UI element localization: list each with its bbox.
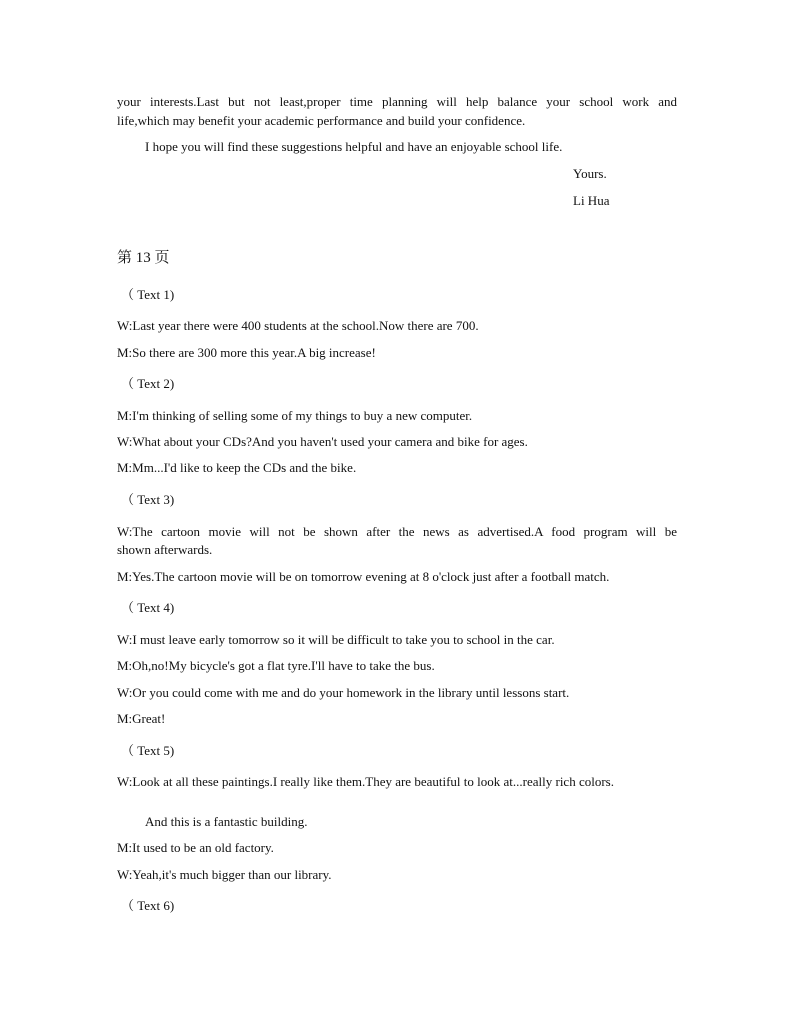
dialogue-line: M:Yes.The cartoon movie will be on tomorrow evening at 8 o'clock just after a football match. [117,569,610,584]
letter-signature: Li Hua [573,193,610,208]
dialogue-line: W:Yeah,it's much bigger than our library. [117,867,332,882]
dialogue-line: M:Oh,no!My bicycle's got a flat tyre.I'll have to take the bus. [117,658,435,673]
dialogue-line: shown afterwards. [117,542,213,557]
dialogue-line: M:So there are 300 more this year.A big increase! [117,345,376,360]
text-label: （ Text 4) [121,600,175,615]
text-label: （ Text 3) [121,492,175,507]
dialogue-line: W:Look at all these paintings.I really like them.They are beautiful to look at...really rich colors. [117,774,614,789]
text-label: （ Text 1) [121,287,175,302]
dialogue-line: W:Or you could come with me and do your homework in the library until lessons start. [117,685,570,700]
dialogue-line: M:It used to be an old factory. [117,840,274,855]
letter-paragraph-line: your interests.Last but not least,proper time planning will help balance your school work and [117,94,677,109]
page-heading: 第 13 页 [117,250,170,266]
letter-closing-paragraph: I hope you will find these suggestions helpful and have an enjoyable school life. [145,139,563,154]
dialogue-line: M:Mm...I'd like to keep the CDs and the bike. [117,460,357,475]
letter-closing: Yours. [573,166,607,181]
text-label: （ Text 6) [121,898,175,913]
dialogue-line: M:Great! [117,711,166,726]
dialogue-line: W:I must leave early tomorrow so it will be difficult to take you to school in the car. [117,632,555,647]
dialogue-line: W:Last year there were 400 students at the school.Now there are 700. [117,318,479,333]
text-label: （ Text 5) [121,743,175,758]
dialogue-line: M:I'm thinking of selling some of my things to buy a new computer. [117,408,473,423]
text-label: （ Text 2) [121,376,175,391]
dialogue-line: And this is a fantastic building. [145,814,308,829]
dialogue-line: W:What about your CDs?And you haven't used your camera and bike for ages. [117,434,528,449]
dialogue-line: W:The cartoon movie will not be shown after the news as advertised.A food program will be [117,524,677,539]
letter-paragraph-line: life,which may benefit your academic performance and build your confidence. [117,113,526,128]
